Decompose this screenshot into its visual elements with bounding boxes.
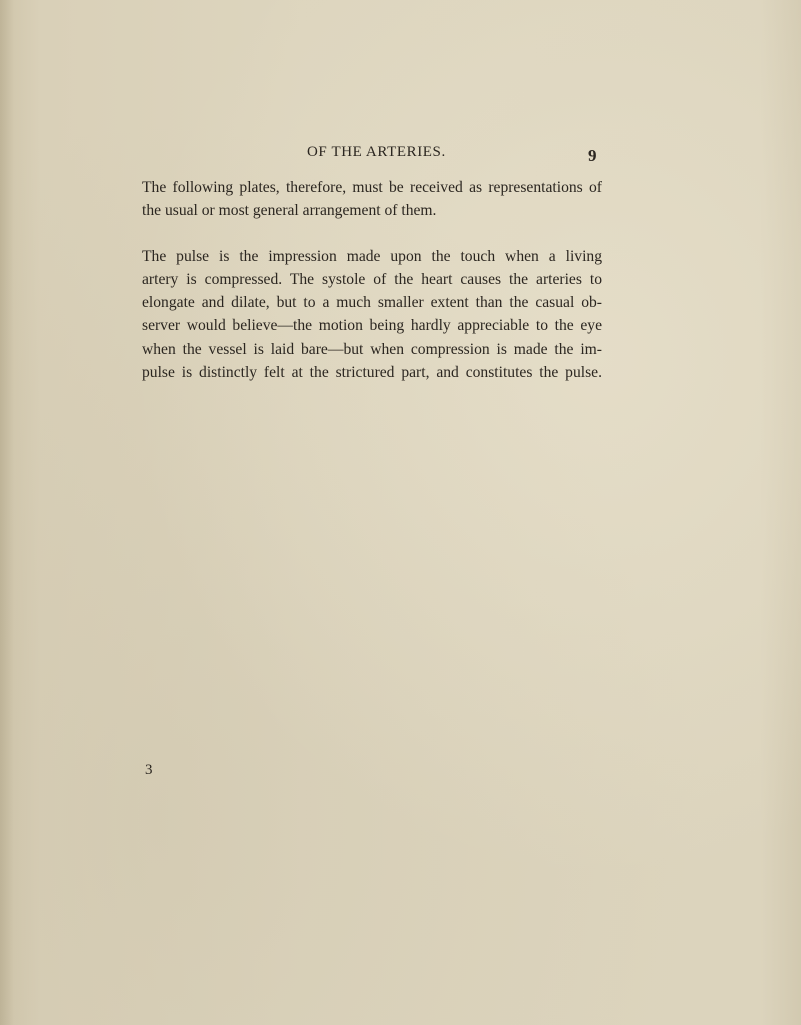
- paragraph: [142, 245, 602, 385]
- page-number: 9: [588, 146, 597, 165]
- paragraph-gap: [142, 223, 602, 245]
- text-line: artery is compressed. The systole of the heart causes the arteries to: [142, 270, 602, 288]
- text-line: server would believe—the motion being hardly appreciable to the eye: [142, 317, 602, 335]
- page-header: [0, 140, 801, 170]
- text-line: when the vessel is laid bare—but when compression is made the im-: [142, 340, 602, 358]
- text-line: pulse is distinctly felt at the strictured part, and constitutes the pulse.: [142, 364, 602, 382]
- text-line: The following plates, therefore, must be received as representations of: [142, 179, 602, 196]
- paragraph: [142, 176, 602, 223]
- text-line: The pulse is the impression made upon the touch when a living: [142, 247, 602, 265]
- signature-mark: 3: [145, 762, 153, 778]
- body-text: [142, 176, 602, 384]
- running-head: OF THE ARTERIES.: [307, 144, 446, 160]
- text-line: the usual or most general arrangement of them.: [142, 202, 437, 220]
- text-line: elongate and dilate, but to a much smaller extent than the casual ob-: [142, 294, 602, 312]
